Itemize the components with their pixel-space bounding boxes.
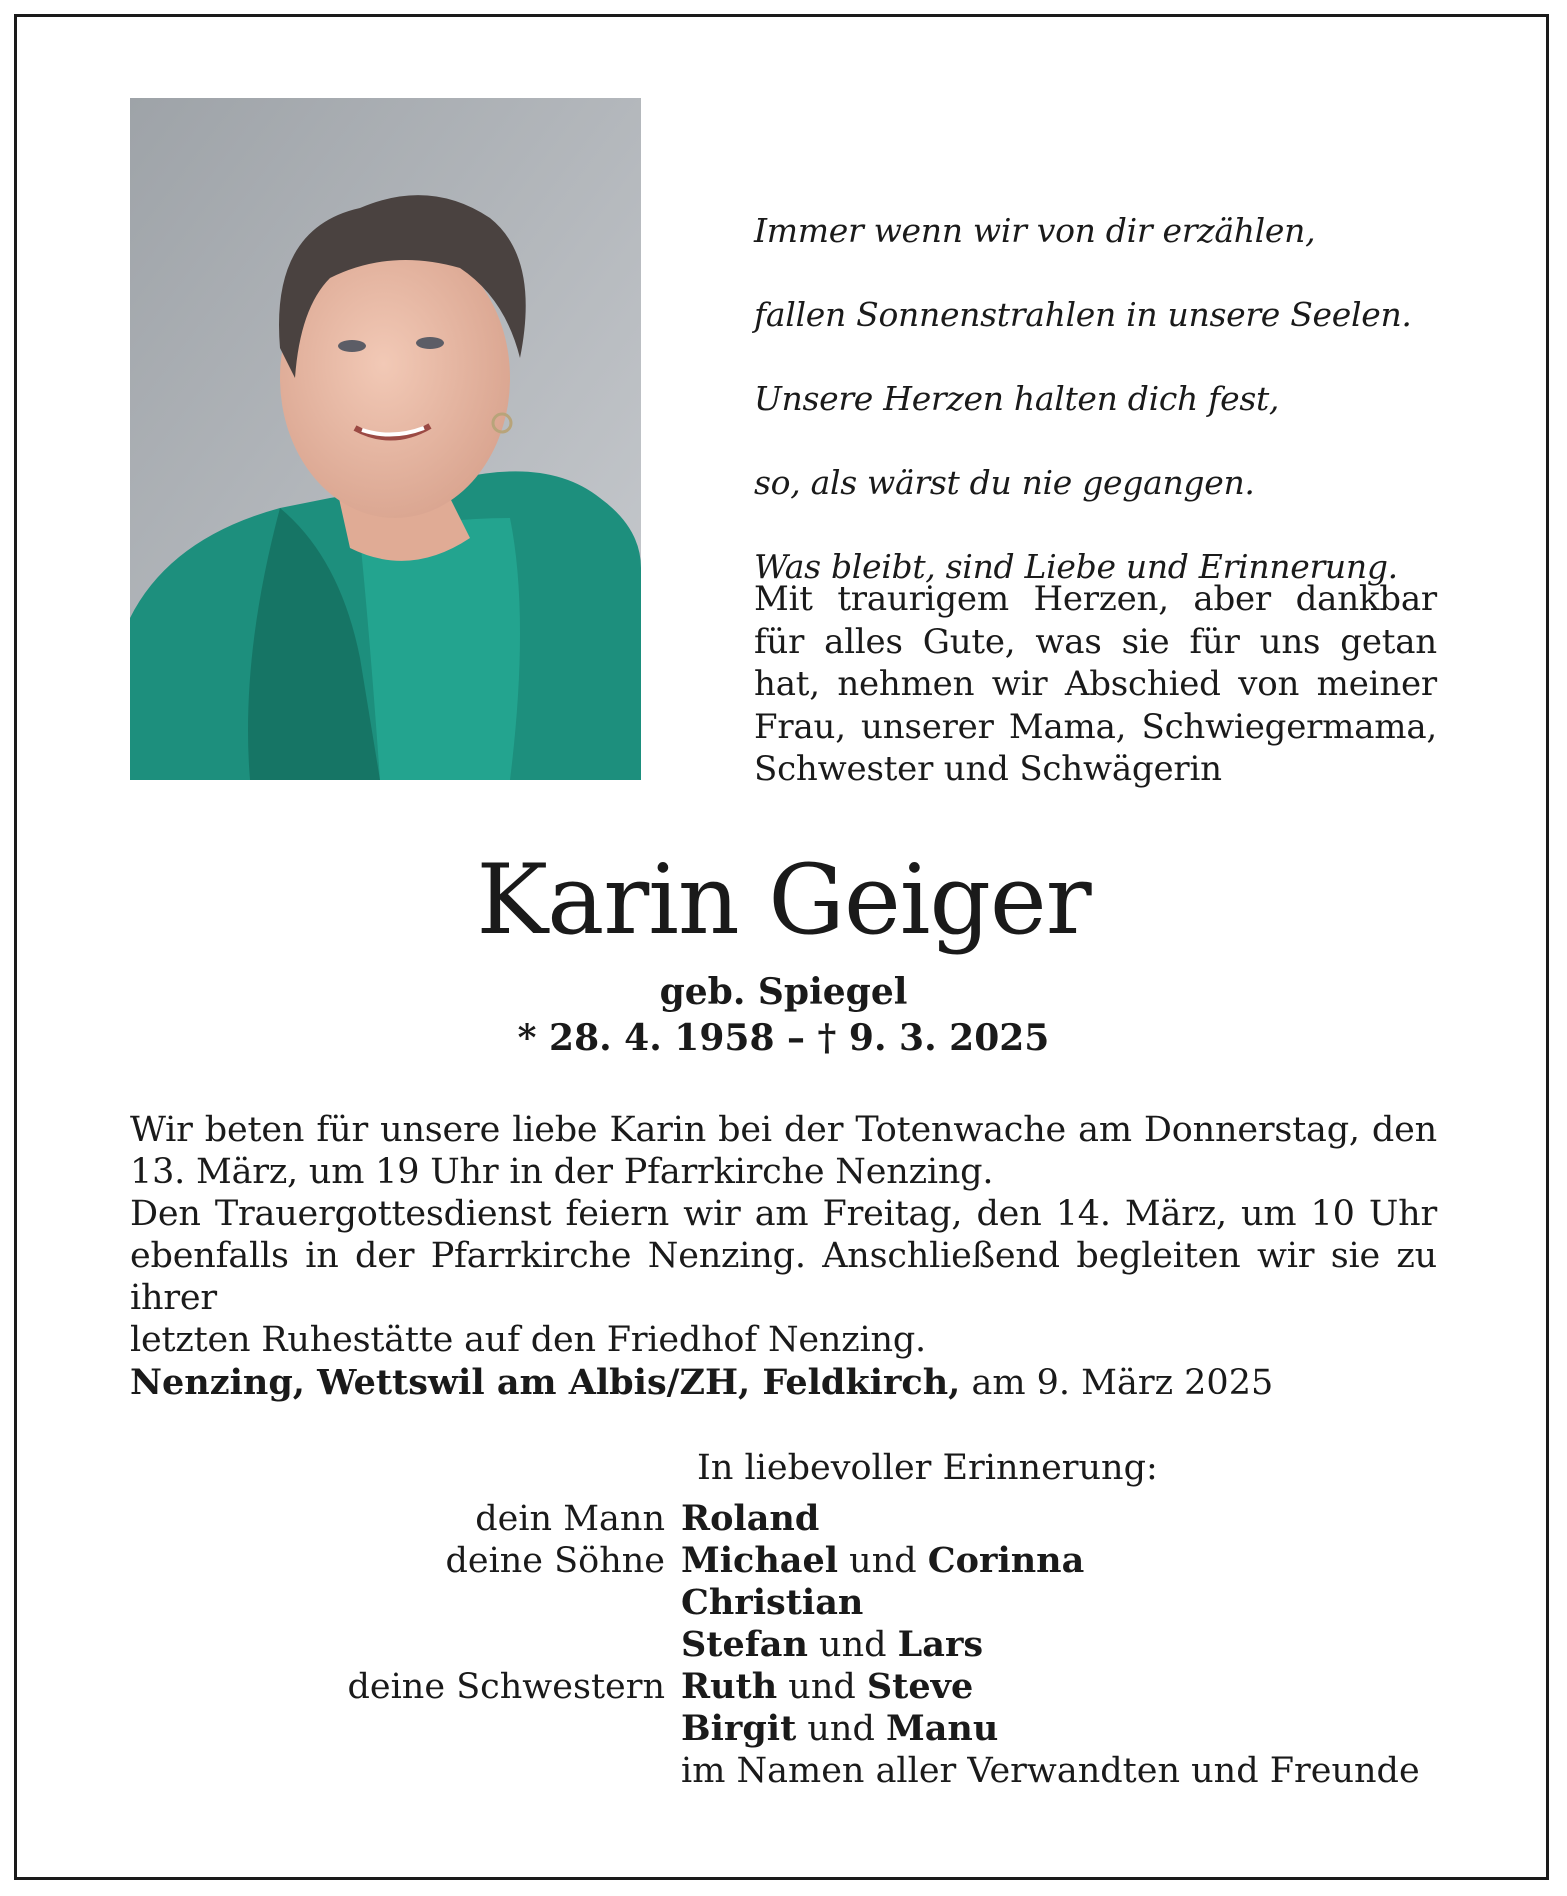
family-relation <box>130 1750 681 1792</box>
service-info <box>130 1109 1437 1361</box>
family-connector: und <box>838 1541 928 1581</box>
family-member-name: Steve <box>866 1666 974 1707</box>
deceased-name: Karin Geiger <box>476 844 1091 956</box>
family-row <box>130 1666 1450 1708</box>
place-names: Nenzing, Wettswil am Albis/ZH, Feldkirch, <box>130 1362 961 1403</box>
family-connector: im Namen aller Verwandten und Freunde <box>681 1751 1420 1791</box>
family-row <box>130 1582 1450 1624</box>
family-connector: und <box>807 1625 898 1665</box>
service-line: 13. März, um 19 Uhr in der Pfarrkirche Nenzing. <box>130 1152 994 1192</box>
family-member-name: Ruth <box>681 1666 778 1707</box>
family-names <box>681 1708 998 1750</box>
poem-line: Immer wenn wir von dir erzählen, <box>754 211 1316 250</box>
family-member-name: Christian <box>681 1582 864 1623</box>
service-line: ebenfalls in der Pfarrkirche Nenzing. Anschließend begleiten wir sie zu ihrer <box>130 1236 1437 1318</box>
poem <box>754 168 1412 630</box>
portrait-photo <box>130 98 641 780</box>
family-names <box>681 1624 983 1666</box>
memory-heading: In liebevoller Erinnerung: <box>697 1448 1158 1488</box>
intro-line: Mit traurigem Herzen, aber dankbar <box>754 579 1437 619</box>
service-line: letzten Ruhestätte auf den Friedhof Nenzing. <box>130 1320 926 1360</box>
poem-line: Was bleibt, sind Liebe und Erinnerung. <box>754 547 1398 586</box>
intro-line: Frau, unserer Mama, Schwiegermama, <box>754 706 1437 747</box>
family-names <box>681 1666 973 1708</box>
place-date: am 9. März 2025 <box>960 1363 1274 1403</box>
poem-line: fallen Sonnenstrahlen in unsere Seelen. <box>754 295 1412 334</box>
family-member-name: Stefan <box>681 1624 808 1665</box>
family-member-name: Birgit <box>681 1708 797 1749</box>
family-relation <box>130 1582 681 1624</box>
service-line: Wir beten für unsere liebe Karin bei der Totenwache am Donnerstag, den <box>130 1110 1437 1150</box>
service-line: Den Trauergottesdienst feiern wir am Freitag, den 14. März, um 10 Uhr <box>130 1194 1437 1234</box>
portrait-illustration <box>130 98 641 780</box>
family-member-name: Michael <box>681 1540 839 1581</box>
family-member-name: Lars <box>897 1624 984 1665</box>
intro-line: hat, nehmen wir Abschied von meiner <box>754 664 1437 704</box>
family-member-name: Manu <box>886 1708 999 1749</box>
family-names <box>681 1540 1084 1582</box>
family-row <box>130 1540 1450 1582</box>
family-relation: deine Söhne <box>445 1541 665 1581</box>
intro-line: für alles Gute, was sie für uns getan <box>754 621 1437 662</box>
family-relation: dein Mann <box>475 1499 665 1539</box>
family-connector: und <box>796 1709 887 1749</box>
family-names <box>681 1498 819 1540</box>
poem-line: Unsere Herzen halten dich fest, <box>754 379 1280 418</box>
family-row <box>130 1708 1450 1750</box>
poem-line: so, als wärst du nie gegangen. <box>754 463 1255 502</box>
family-names <box>681 1750 1420 1792</box>
family-connector: und <box>777 1667 867 1707</box>
family-row <box>130 1624 1450 1666</box>
life-dates: * 28. 4. 1958 – † 9. 3. 2025 <box>517 1017 1050 1059</box>
intro-text <box>754 578 1437 791</box>
family-member-name: Roland <box>681 1498 820 1539</box>
maiden-name: geb. Spiegel <box>659 971 908 1013</box>
place-date-line <box>130 1361 1273 1405</box>
family-relation <box>130 1708 681 1750</box>
family-row <box>130 1498 1450 1540</box>
family-row <box>130 1750 1450 1792</box>
family-names <box>681 1582 863 1624</box>
family-list <box>130 1498 1450 1792</box>
family-relation <box>130 1624 681 1666</box>
family-relation: deine Schwestern <box>347 1667 665 1707</box>
family-member-name: Corinna <box>927 1540 1085 1581</box>
intro-line: Schwester und Schwägerin <box>754 749 1222 789</box>
